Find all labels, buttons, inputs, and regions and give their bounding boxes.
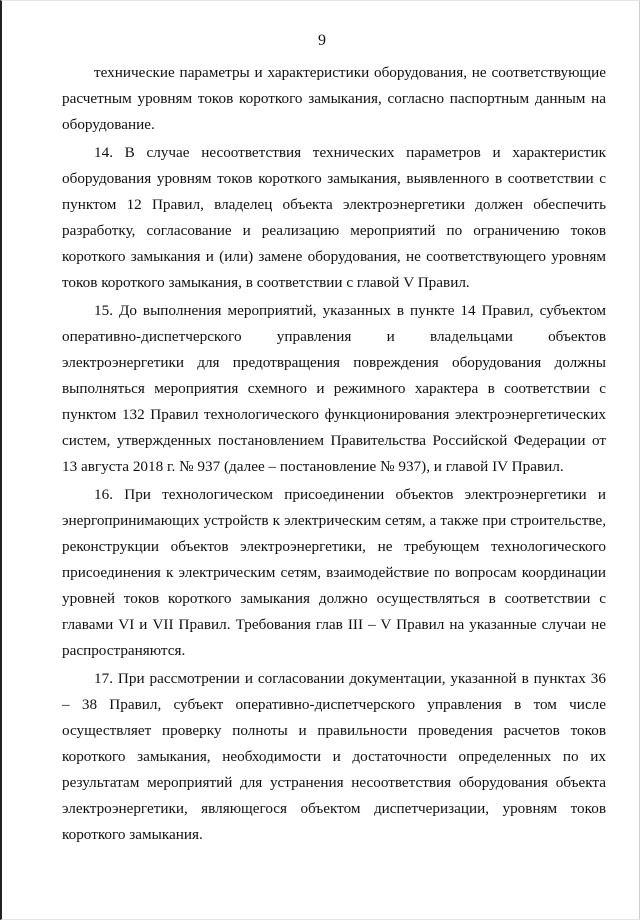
page-number: 9 [318,32,326,49]
document-body [62,60,606,850]
paragraph-14: 14. В случае несоответствия технических параметров и характеристик оборудования уровням токов короткого замыкания, выявленного в соответствии с пунктом 12 Правил, владелец объекта электроэнергетики должен обеспечить разработку, согласование и реализацию мероприятий по ограничению токов короткого замыкания и (или) замене оборудования, не соответствующего уровням токов короткого замыкания, в соответствии с главой V Правил. [62,144,606,291]
paragraph-16: 16. При технологическом присоединении объектов электроэнергетики и энергопринимающих устройств к электрическим сетям, а также при строительстве, реконструкции объектов электроэнергетики, не требующем технологического присоединения к электрическим сетям, взаимодействие по вопросам координации уровней токов короткого замыкания должно осуществляться в соответствии с главами VI и VII Правил. Требования глав III – V Правил на указанные случаи не распространяются. [62,486,606,659]
paragraph-continuation: технические параметры и характеристики оборудования, не соответствующие расчетным уровням токов короткого замыкания, согласно паспортным данным на оборудование. [62,64,606,133]
paragraph-15: 15. До выполнения мероприятий, указанных в пункте 14 Правил, субъектом оперативно-диспетчерского управления и владельцами объектов электроэнергетики для предотвращения повреждения оборудования должны выполняться мероприятия схемного и режимного характера в соответствии с пунктом 132 Правил технологического функционирования электроэнергетических систем, утвержденных постановлением Правительства Российской Федерации от 13 августа 2018 г. № 937 (далее – постановление № 937), и главой IV Правил. [62,302,606,475]
paragraph-17: 17. При рассмотрении и согласовании документации, указанной в пунктах 36 – 38 Правил, субъект оперативно-диспетчерского управления в том числе осуществляет проверку полноты и правильности проведения расчетов токов короткого замыкания, необходимости и достаточности определенных по их результатам мероприятий для устранения несоответствия оборудования объекта электроэнергетики, являющегося объектом диспетчеризации, уровням токов короткого замыкания. [62,670,606,843]
